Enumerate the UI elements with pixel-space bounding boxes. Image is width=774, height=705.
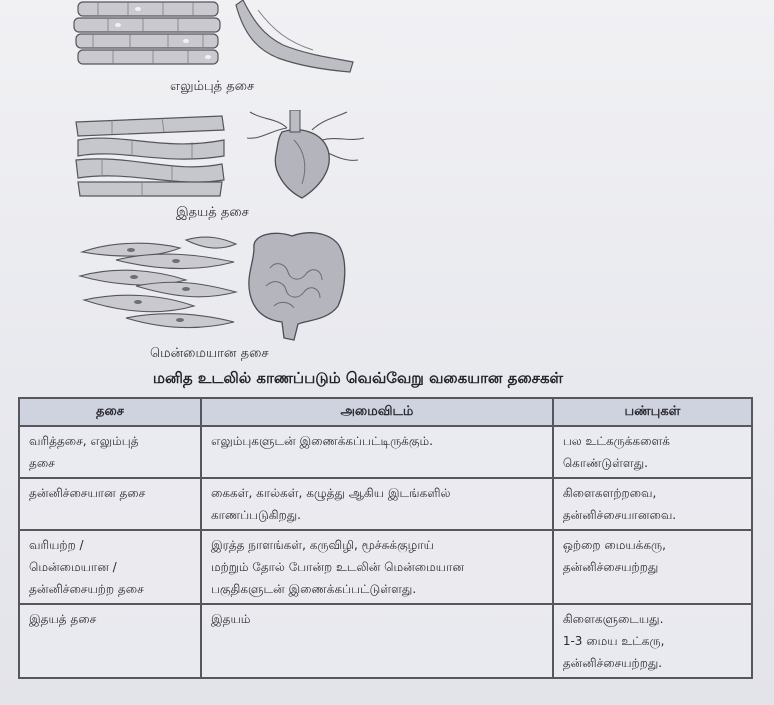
cell-properties — [553, 604, 752, 678]
smooth-muscle-figure — [76, 228, 376, 343]
cell-text: கிளைகளுடையது. — [562, 612, 664, 626]
cell-text: ஒற்றை மையக்கரு, — [562, 538, 666, 552]
cell-text: எலும்புகளுடன் இணைக்கப்பட்டிருக்கும். — [210, 434, 433, 448]
table-title: மனித உடலில் காணப்படும் வெவ்வேறு வகையான தசைகள் — [152, 369, 564, 387]
cell-location — [201, 478, 553, 530]
cell-text: இதயத் தசை — [29, 612, 97, 626]
smooth-muscle-illustration — [76, 228, 376, 343]
table-row — [19, 530, 752, 604]
cell-properties — [553, 478, 752, 530]
cell-text: தன்னிச்சையான தசை — [29, 486, 146, 500]
table-header-row — [19, 398, 752, 426]
cell-text: இரத்த நாளங்கள், கருவிழி, மூச்சுக்குழாய் — [210, 538, 434, 552]
cell-text: தசை — [29, 456, 55, 470]
cell-text: கிளைகளற்றவை, — [562, 486, 657, 500]
table-row — [19, 478, 752, 530]
cell-text: மென்மையான / — [29, 560, 117, 574]
cell-properties — [553, 530, 752, 604]
cell-text: கொண்டுள்ளது. — [562, 456, 648, 470]
cell-text: வரித்தசை, எலும்புத் — [29, 434, 139, 448]
cell-location — [201, 604, 553, 678]
cell-tissue — [19, 530, 201, 604]
cell-text: தன்னிச்சையற்ற தசை — [29, 582, 144, 596]
cell-text: தன்னிச்சையற்றது. — [562, 656, 663, 670]
cell-text: இதயம் — [210, 612, 251, 626]
cell-text: தன்னிச்சையற்றது — [562, 560, 659, 574]
cell-text: 1-3 மைய உட்கரு, — [562, 634, 665, 648]
cardiac-muscle-caption: இதயத் தசை — [176, 205, 249, 220]
cardiac-muscle-illustration — [72, 110, 372, 202]
skeletal-muscle-figure — [68, 0, 368, 80]
header-location: அமைவிடம் — [201, 398, 553, 426]
cell-location — [201, 530, 553, 604]
cell-text: மற்றும் தோல் போன்ற உடலின் மென்மையான — [210, 560, 464, 574]
cell-properties — [553, 426, 752, 478]
table-row — [19, 426, 752, 478]
cell-location — [201, 426, 553, 478]
cell-text: காணப்படுகிறது. — [210, 508, 301, 522]
cell-text: பல உட்கருக்களைக் — [562, 434, 670, 448]
cardiac-muscle-figure — [72, 110, 372, 202]
skeletal-muscle-illustration — [68, 0, 368, 80]
header-tissue: தசை — [19, 398, 201, 426]
skeletal-muscle-caption: எலும்புத் தசை — [170, 79, 255, 94]
smooth-muscle-caption: மென்மையான தசை — [150, 346, 269, 361]
cell-text: கைகள், கால்கள், கழுத்து ஆகிய இடங்களில் — [210, 486, 451, 500]
header-properties: பண்புகள் — [553, 398, 752, 426]
cell-text: பகுதிகளுடன் இணைக்கப்பட்டுள்ளது. — [210, 582, 417, 596]
cell-text: வரியற்ற / — [29, 538, 84, 552]
muscle-types-table — [18, 397, 753, 679]
cell-tissue — [19, 604, 201, 678]
cell-tissue — [19, 478, 201, 530]
table-row — [19, 604, 752, 678]
cell-text: தன்னிச்சையானவை. — [562, 508, 677, 522]
cell-tissue — [19, 426, 201, 478]
